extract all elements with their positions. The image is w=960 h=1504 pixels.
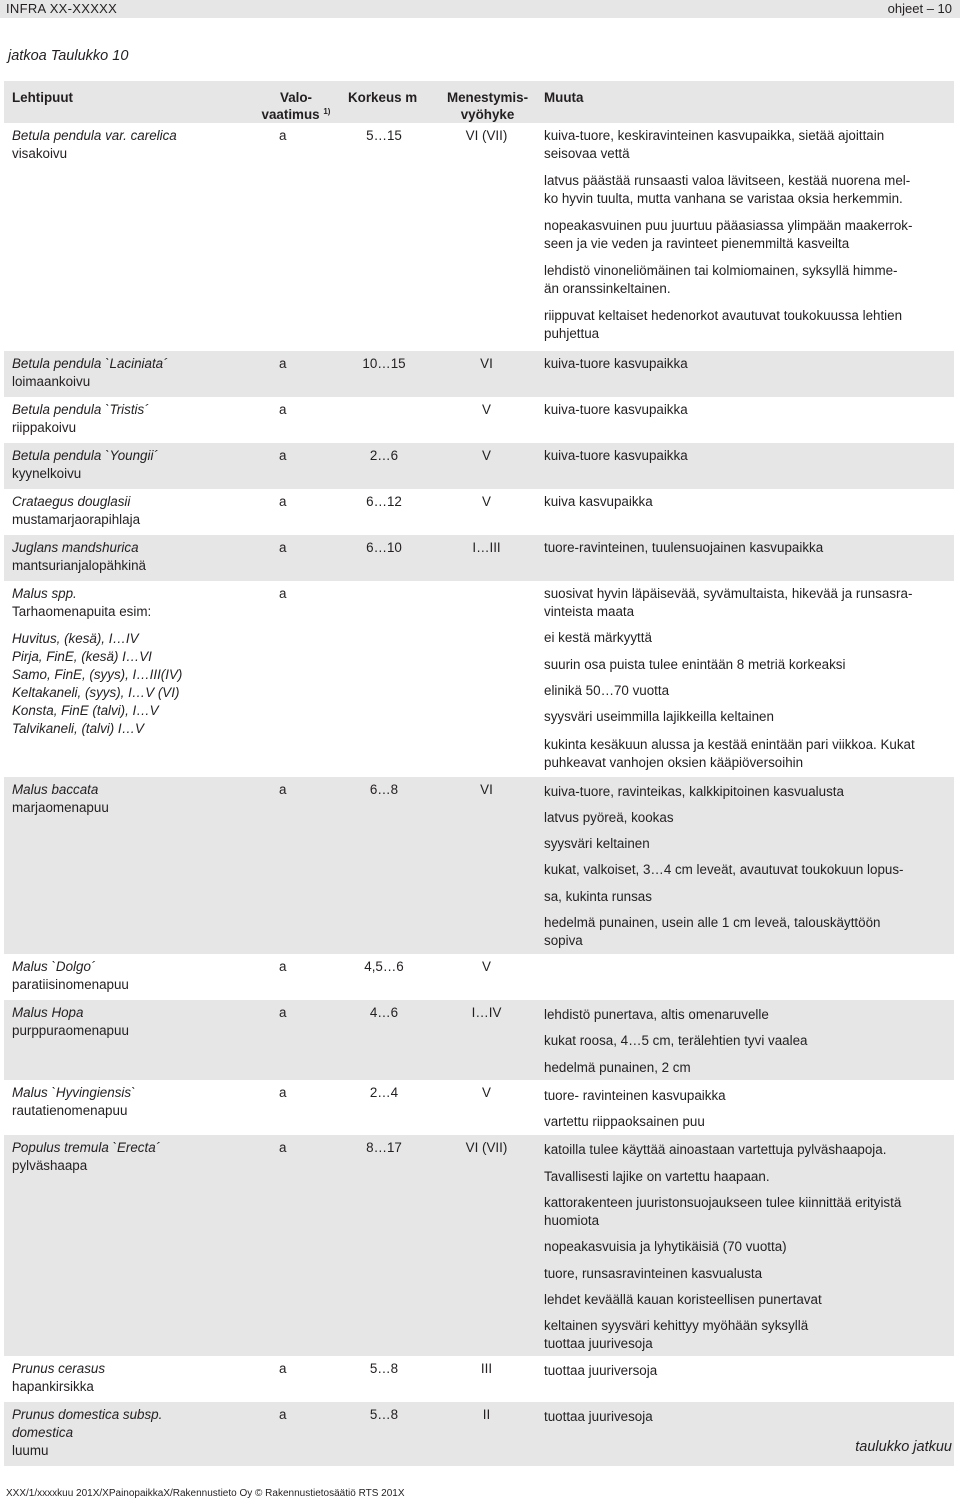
- light-requirement: a: [279, 402, 287, 417]
- note-line: kuiva-tuore, ravinteikas, kalkkipitoinen kasvualusta: [544, 784, 844, 799]
- note-item: [544, 127, 954, 163]
- light-requirement: a: [279, 1005, 287, 1020]
- col-header-valovaatimus: [246, 89, 346, 123]
- note-line: latvus pyöreä, kookas: [544, 810, 674, 825]
- note-item: [544, 493, 954, 511]
- species-name-cell: [12, 1139, 257, 1175]
- cultivar-item: Huvitus, (kesä), I…IV: [12, 631, 139, 646]
- page-number: ohjeet – 10: [887, 1, 952, 16]
- latin-name: Betula pendula `Tristis´: [12, 402, 149, 417]
- table-row: [4, 397, 954, 443]
- growth-zone: V: [482, 1085, 491, 1100]
- note-line: nopeakasvuinen puu juurtuu pääasiassa ylimpään maakerrok-: [544, 218, 913, 233]
- table-row: [4, 535, 954, 581]
- height-range: 4…6: [369, 1005, 399, 1020]
- latin-name: Malus `Dolgo´: [12, 959, 96, 974]
- growth-zone: V: [482, 448, 491, 463]
- note-item: [544, 217, 954, 253]
- document-id: INFRA XX-XXXXX: [6, 1, 118, 16]
- table-row: [4, 954, 954, 1000]
- latin-name: Juglans mandshurica: [12, 540, 139, 555]
- table-continues-note: taulukko jatkuu: [855, 1439, 952, 1455]
- col-header-valovaatimus-line1: Valo-: [280, 90, 312, 105]
- note-line: kuiva kasvupaikka: [544, 494, 653, 509]
- note-line: seen ja vie veden ja ravinteet pienemmiltä kasveilta: [544, 236, 850, 251]
- note-line: nopeakasvuisia ja lyhytikäisiä (70 vuotta): [544, 1239, 787, 1254]
- note-item: [544, 682, 954, 700]
- species-name-cell: [12, 958, 257, 994]
- cultivar-item: Talvikaneli, (talvi) I…V: [12, 721, 144, 736]
- note-line: syysväri useimmilla lajikkeilla keltainen: [544, 709, 774, 724]
- note-line: elinikä 50…70 vuotta: [544, 683, 670, 698]
- light-requirement: a: [279, 540, 287, 555]
- latin-name: Populus tremula `Erecta´: [12, 1140, 161, 1155]
- light-requirement: a: [279, 782, 287, 797]
- finnish-name: marjaomenapuu: [12, 800, 109, 815]
- note-item: [544, 1238, 954, 1256]
- page-footer: XXX/1/xxxxkuu 201X/XPainopaikkaX/Rakennustieto Oy © Rakennustietosäätiö RTS 201X: [6, 1488, 405, 1499]
- latin-name: Betula pendula `Laciniata´: [12, 356, 168, 371]
- latin-name: Betula pendula var. carelica: [12, 128, 177, 143]
- note-item: [544, 1087, 954, 1105]
- light-requirement: a: [279, 1407, 287, 1422]
- species-name-cell: [12, 1004, 257, 1040]
- note-line: syysväri keltainen: [544, 836, 650, 851]
- species-name-cell: [12, 781, 257, 817]
- note-item: [544, 783, 954, 801]
- note-line: suosivat hyvin läpäisevää, syvämultaista, hikevää ja runsasra-: [544, 586, 913, 601]
- note-line: kukinta kesäkuun alussa ja kestää enintään pari viikkoa. Kukat: [544, 737, 915, 752]
- note-line: tuottaa juuriversoja: [544, 1363, 658, 1378]
- table-continued-title: jatkoa Taulukko 10: [8, 48, 129, 64]
- note-line: tuottaa juurivesoja: [544, 1409, 653, 1424]
- height-range: 6…10: [366, 540, 402, 555]
- growth-zone: V: [482, 959, 491, 974]
- note-line: kuiva-tuore kasvupaikka: [544, 356, 688, 371]
- note-item: [544, 736, 954, 772]
- latin-name: Malus baccata: [12, 782, 99, 797]
- light-requirement: a: [279, 1361, 287, 1376]
- note-item: [544, 1194, 954, 1230]
- finnish-name: rautatienomenapuu: [12, 1103, 128, 1118]
- note-line: sa, kukinta runsas: [544, 889, 652, 904]
- note-item: [544, 355, 954, 373]
- col-header-lehtipuut: Lehtipuut: [12, 90, 73, 105]
- note-line: Tavallisesti lajike on vartettu haapaan.: [544, 1169, 770, 1184]
- note-item: [544, 708, 954, 726]
- note-item: [544, 1113, 954, 1131]
- note-item: [544, 656, 954, 674]
- growth-zone: I…IV: [471, 1005, 502, 1020]
- note-item: [544, 1141, 954, 1159]
- light-requirement: a: [279, 494, 287, 509]
- table-row: [4, 1402, 954, 1466]
- note-item: [544, 835, 954, 853]
- latin-name: Betula pendula `Youngii´: [12, 448, 158, 463]
- latin-name: Malus Hopa: [12, 1005, 84, 1020]
- table-row: [4, 1080, 954, 1135]
- note-line: tuore- ravinteinen kasvupaikka: [544, 1088, 726, 1103]
- finnish-name: mustamarjaorapihlaja: [12, 512, 141, 527]
- table-row: [4, 351, 954, 397]
- note-item: [544, 401, 954, 419]
- note-item: [544, 861, 954, 879]
- growth-zone: VI: [480, 356, 493, 371]
- note-line: ei kestä märkyyttä: [544, 630, 652, 645]
- note-line: hedelmä punainen, 2 cm: [544, 1060, 691, 1075]
- light-requirement: a: [279, 959, 287, 974]
- note-line: kuiva-tuore kasvupaikka: [544, 448, 688, 463]
- note-line: latvus päästää runsaasti valoa lävitseen, kestää nuorena mel-: [544, 173, 911, 188]
- cultivar-item: Keltakaneli, (syys), I…V (VI): [12, 685, 180, 700]
- note-item: [544, 1265, 954, 1283]
- note-line: katoilla tulee käyttää ainoastaan vartettuja pylväshaapoja.: [544, 1142, 887, 1157]
- finnish-name: paratiisinomenapuu: [12, 977, 129, 992]
- growth-zone: III: [480, 1361, 493, 1376]
- note-line: lehdet keväällä kauan koristeellisen punertavat: [544, 1292, 822, 1307]
- finnish-name: Tarhaomenapuita esim:: [12, 604, 152, 619]
- species-name-cell: [12, 401, 257, 437]
- note-line: kuiva-tuore, keskiravinteinen kasvupaikka, sietää ajoittain: [544, 128, 885, 143]
- species-name-cell: [12, 585, 257, 738]
- note-item: [544, 539, 954, 557]
- light-requirement: a: [279, 586, 287, 601]
- finnish-name: hapankirsikka: [12, 1379, 94, 1394]
- species-name-cell: [12, 1406, 257, 1460]
- species-name-cell: [12, 539, 257, 575]
- col-header-menestymis-line2: vyöhyke: [460, 107, 515, 122]
- latin-name: Prunus cerasus: [12, 1361, 106, 1376]
- note-item: [544, 809, 954, 827]
- note-line: seisovaa vettä: [544, 146, 630, 161]
- note-line: puhkeavat vanhojen oksien kääpiöversoihin: [544, 755, 804, 770]
- cultivar-item: Samo, FinE, (syys), I…III(IV): [12, 667, 183, 682]
- finnish-name: pylväshaapa: [12, 1158, 88, 1173]
- note-line: hedelmä punainen, usein alle 1 cm leveä, talouskäyttöön: [544, 915, 881, 930]
- note-line: puhjettua: [544, 326, 600, 341]
- finnish-name: mantsurianjalopähkinä: [12, 558, 146, 573]
- latin-name: Prunus domestica subsp.: [12, 1407, 163, 1422]
- growth-zone: V: [482, 402, 491, 417]
- note-line: tuore-ravinteinen, tuulensuojainen kasvupaikka: [544, 540, 824, 555]
- note-item: [544, 307, 954, 343]
- finnish-name: loimaankoivu: [12, 374, 91, 389]
- table-row: [4, 443, 954, 489]
- height-range: 8…17: [366, 1140, 402, 1155]
- col-header-menestymis-line1: Menestymis-: [446, 90, 529, 105]
- note-line: kukat, valkoiset, 3…4 cm leveät, avautuvat toukokuun lopus-: [544, 862, 904, 877]
- cultivar-item: Pirja, FinE, (kesä) I…VI: [12, 649, 152, 664]
- height-range: 2…4: [369, 1085, 399, 1100]
- finnish-name: luumu: [12, 1443, 49, 1458]
- note-item: [544, 1408, 954, 1426]
- finnish-name: kyynelkoivu: [12, 466, 82, 481]
- table-header: [4, 81, 954, 123]
- height-range: 6…8: [369, 782, 399, 797]
- table-row: [4, 581, 954, 777]
- note-line: kukat roosa, 4…5 cm, terälehtien tyvi vaalea: [544, 1033, 808, 1048]
- species-name-cell: [12, 1084, 257, 1120]
- col-header-menestymisvyohyke: [440, 89, 535, 123]
- note-item: [544, 262, 954, 298]
- table-row: [4, 1135, 954, 1356]
- height-range: 5…15: [366, 128, 402, 143]
- height-range: 5…8: [369, 1361, 399, 1376]
- note-line: lehdistö punertava, altis omenaruvelle: [544, 1007, 769, 1022]
- note-line: lehdistö vinoneliömäinen tai kolmiomainen, syksyllä himme-: [544, 263, 898, 278]
- growth-zone: II: [482, 1407, 491, 1422]
- note-item: [544, 1291, 954, 1309]
- note-line: kattorakenteen juuristonsuojaukseen tulee kiinnittää erityistä: [544, 1195, 902, 1210]
- footnote-marker: 1): [323, 107, 331, 116]
- table-row: [4, 489, 954, 535]
- note-item: [544, 1317, 954, 1353]
- finnish-name: purppuraomenapuu: [12, 1023, 129, 1038]
- table-row: [4, 123, 954, 351]
- col-header-korkeus: Korkeus m: [348, 90, 418, 105]
- cultivar-item: Konsta, FinE (talvi), I…V: [12, 703, 159, 718]
- latin-name: Malus spp.: [12, 586, 77, 601]
- species-name-cell: [12, 493, 257, 529]
- species-name-cell: [12, 447, 257, 483]
- light-requirement: a: [279, 1140, 287, 1155]
- note-line: än oranssinkeltainen.: [544, 281, 671, 296]
- note-item: [544, 447, 954, 465]
- finnish-name: visakoivu: [12, 146, 68, 161]
- table-row: [4, 777, 954, 954]
- note-item: [544, 1059, 954, 1077]
- note-line: ko hyvin tuulta, mutta vanhana se varistaa oksia herkemmin.: [544, 191, 903, 206]
- finnish-name: riippakoivu: [12, 420, 77, 435]
- growth-zone: VI (VII): [465, 1140, 508, 1155]
- col-header-muuta: Muuta: [544, 90, 584, 105]
- height-range: 5…8: [369, 1407, 399, 1422]
- note-line: suurin osa puista tulee enintään 8 metriä korkeaksi: [544, 657, 846, 672]
- light-requirement: a: [279, 356, 287, 371]
- growth-zone: VI: [480, 782, 493, 797]
- species-name-cell: [12, 355, 257, 391]
- page-header: [0, 0, 960, 18]
- note-item: [544, 629, 954, 647]
- note-item: [544, 585, 954, 621]
- note-item: [544, 1168, 954, 1186]
- height-range: 6…12: [366, 494, 402, 509]
- table-row: [4, 1356, 954, 1402]
- height-range: 10…15: [362, 356, 406, 371]
- note-line: vartettu riippaoksainen puu: [544, 1114, 705, 1129]
- note-line: kuiva-tuore kasvupaikka: [544, 402, 688, 417]
- note-item: [544, 1362, 954, 1380]
- note-item: [544, 888, 954, 906]
- latin-name: domestica: [12, 1425, 74, 1440]
- species-name-cell: [12, 1360, 257, 1396]
- note-item: [544, 172, 954, 208]
- note-line: riippuvat keltaiset hedenorkot avautuvat toukokuussa lehtien: [544, 308, 903, 323]
- note-line: keltainen syysväri kehittyy myöhään syksyllä: [544, 1318, 809, 1333]
- col-header-valovaatimus-line2: vaatimus: [261, 107, 320, 122]
- table-row: [4, 1000, 954, 1080]
- note-item: [544, 1006, 954, 1024]
- growth-zone: I…III: [472, 540, 501, 555]
- latin-name: Crataegus douglasii: [12, 494, 131, 509]
- height-range: 4,5…6: [364, 959, 404, 974]
- species-name-cell: [12, 127, 257, 163]
- growth-zone: VI (VII): [465, 128, 508, 143]
- light-requirement: a: [279, 1085, 287, 1100]
- light-requirement: a: [279, 128, 287, 143]
- note-line: tuore, runsasravinteinen kasvualusta: [544, 1266, 763, 1281]
- note-item: [544, 1032, 954, 1050]
- note-item: [544, 914, 954, 950]
- note-line: sopiva: [544, 933, 583, 948]
- note-line: huomiota: [544, 1213, 600, 1228]
- note-line: tuottaa juurivesoja: [544, 1336, 653, 1351]
- height-range: 2…6: [369, 448, 399, 463]
- latin-name: Malus `Hyvingiensis`: [12, 1085, 136, 1100]
- growth-zone: V: [482, 494, 491, 509]
- light-requirement: a: [279, 448, 287, 463]
- note-line: vinteista maata: [544, 604, 635, 619]
